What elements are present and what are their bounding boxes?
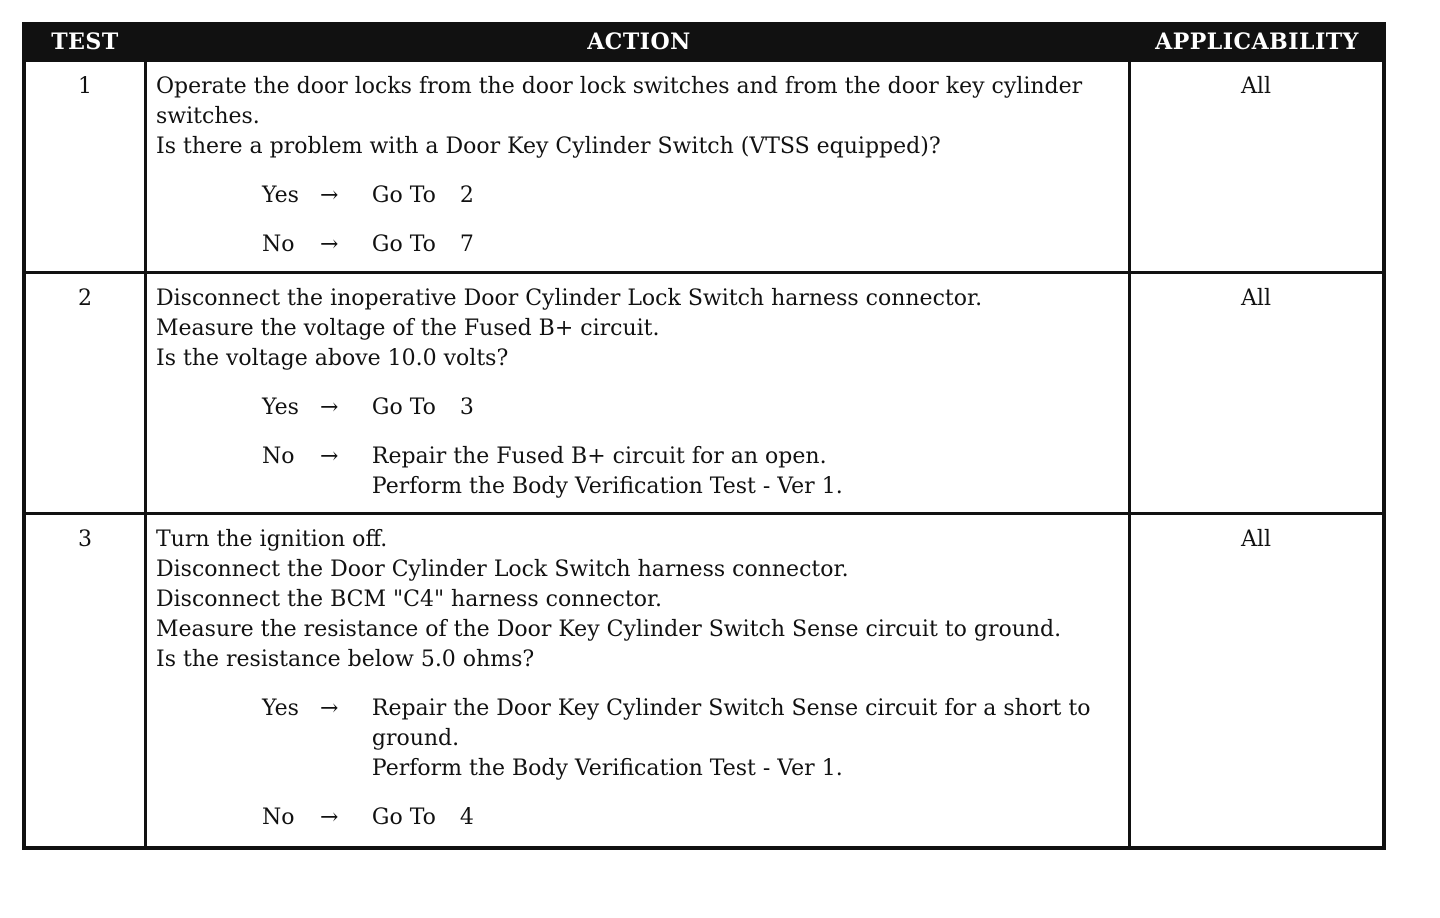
yes-answer xyxy=(262,694,1131,784)
goto-text xyxy=(372,181,1131,211)
arrow-icon: → xyxy=(319,444,339,469)
action-line: Disconnect the inoperative Door Cylinder Lock Switch harness connector. xyxy=(156,286,983,311)
answer-text xyxy=(372,442,1131,502)
arrow-icon: → xyxy=(319,805,339,830)
arrow-icon: → xyxy=(319,183,339,208)
yes-label: Yes xyxy=(262,696,299,721)
answer-line: Repair the Fused B+ circuit for an open. xyxy=(371,444,827,469)
action-cell xyxy=(156,72,1131,260)
no-answer xyxy=(262,803,1131,833)
goto-label: Go To xyxy=(371,395,436,420)
goto-number: 3 xyxy=(459,395,474,420)
action-line: Disconnect the Door Cylinder Lock Switch harness connector. xyxy=(156,557,849,582)
diagnostic-test-table xyxy=(22,22,1386,850)
action-line: Measure the resistance of the Door Key Cylinder Switch Sense circuit to ground. xyxy=(156,617,1062,642)
action-line: Disconnect the BCM "C4" harness connector. xyxy=(156,587,663,612)
header-action: ACTION xyxy=(587,29,691,55)
goto-number: 4 xyxy=(459,805,474,830)
applicability-cell: All xyxy=(1241,286,1271,311)
no-label: No xyxy=(262,232,295,257)
action-line: Turn the ignition off. xyxy=(156,527,388,552)
test-number: 2 xyxy=(78,286,92,311)
table-row xyxy=(26,274,1382,514)
goto-text xyxy=(372,803,1131,833)
arrow-icon: → xyxy=(319,395,339,420)
test-number: 1 xyxy=(78,74,92,99)
answer-line: Perform the Body Verification Test - Ver 1. xyxy=(371,474,843,499)
table-row xyxy=(26,515,1382,845)
no-label: No xyxy=(262,805,295,830)
action-cell xyxy=(156,525,1131,833)
table-row xyxy=(26,62,1382,272)
goto-text xyxy=(372,393,1131,423)
goto-number: 7 xyxy=(459,232,474,257)
action-line: Is the voltage above 10.0 volts? xyxy=(156,346,509,371)
yes-label: Yes xyxy=(262,183,299,208)
applicability-cell: All xyxy=(1241,527,1271,552)
goto-label: Go To xyxy=(371,232,436,257)
answer-line: ground. xyxy=(371,726,460,751)
action-line: switches. xyxy=(156,104,260,129)
header-applicability: APPLICABILITY xyxy=(1155,29,1359,55)
action-line: Is the resistance below 5.0 ohms? xyxy=(156,647,535,672)
answer-line: Perform the Body Verification Test - Ver 1. xyxy=(371,756,843,781)
applicability-cell: All xyxy=(1241,74,1271,99)
test-number: 3 xyxy=(78,527,92,552)
yes-answer xyxy=(262,181,1131,211)
no-answer xyxy=(262,442,1131,502)
arrow-icon: → xyxy=(319,232,339,257)
header-test: TEST xyxy=(51,29,119,55)
action-line: Is there a problem with a Door Key Cylinder Switch (VTSS equipped)? xyxy=(156,134,941,159)
arrow-icon: → xyxy=(319,696,339,721)
goto-label: Go To xyxy=(371,183,436,208)
action-line: Measure the voltage of the Fused B+ circuit. xyxy=(156,316,660,341)
goto-label: Go To xyxy=(371,805,436,830)
answer-line: Repair the Door Key Cylinder Switch Sense circuit for a short to xyxy=(371,696,1091,721)
goto-text xyxy=(372,230,1131,260)
yes-label: Yes xyxy=(262,395,299,420)
no-label: No xyxy=(262,444,295,469)
action-cell xyxy=(156,284,1131,502)
no-answer xyxy=(262,230,1131,260)
goto-number: 2 xyxy=(459,183,474,208)
answer-text xyxy=(372,694,1131,784)
yes-answer xyxy=(262,393,1131,423)
action-line: Operate the door locks from the door lock switches and from the door key cylinder xyxy=(156,74,1083,99)
table-header-row xyxy=(22,22,1386,62)
